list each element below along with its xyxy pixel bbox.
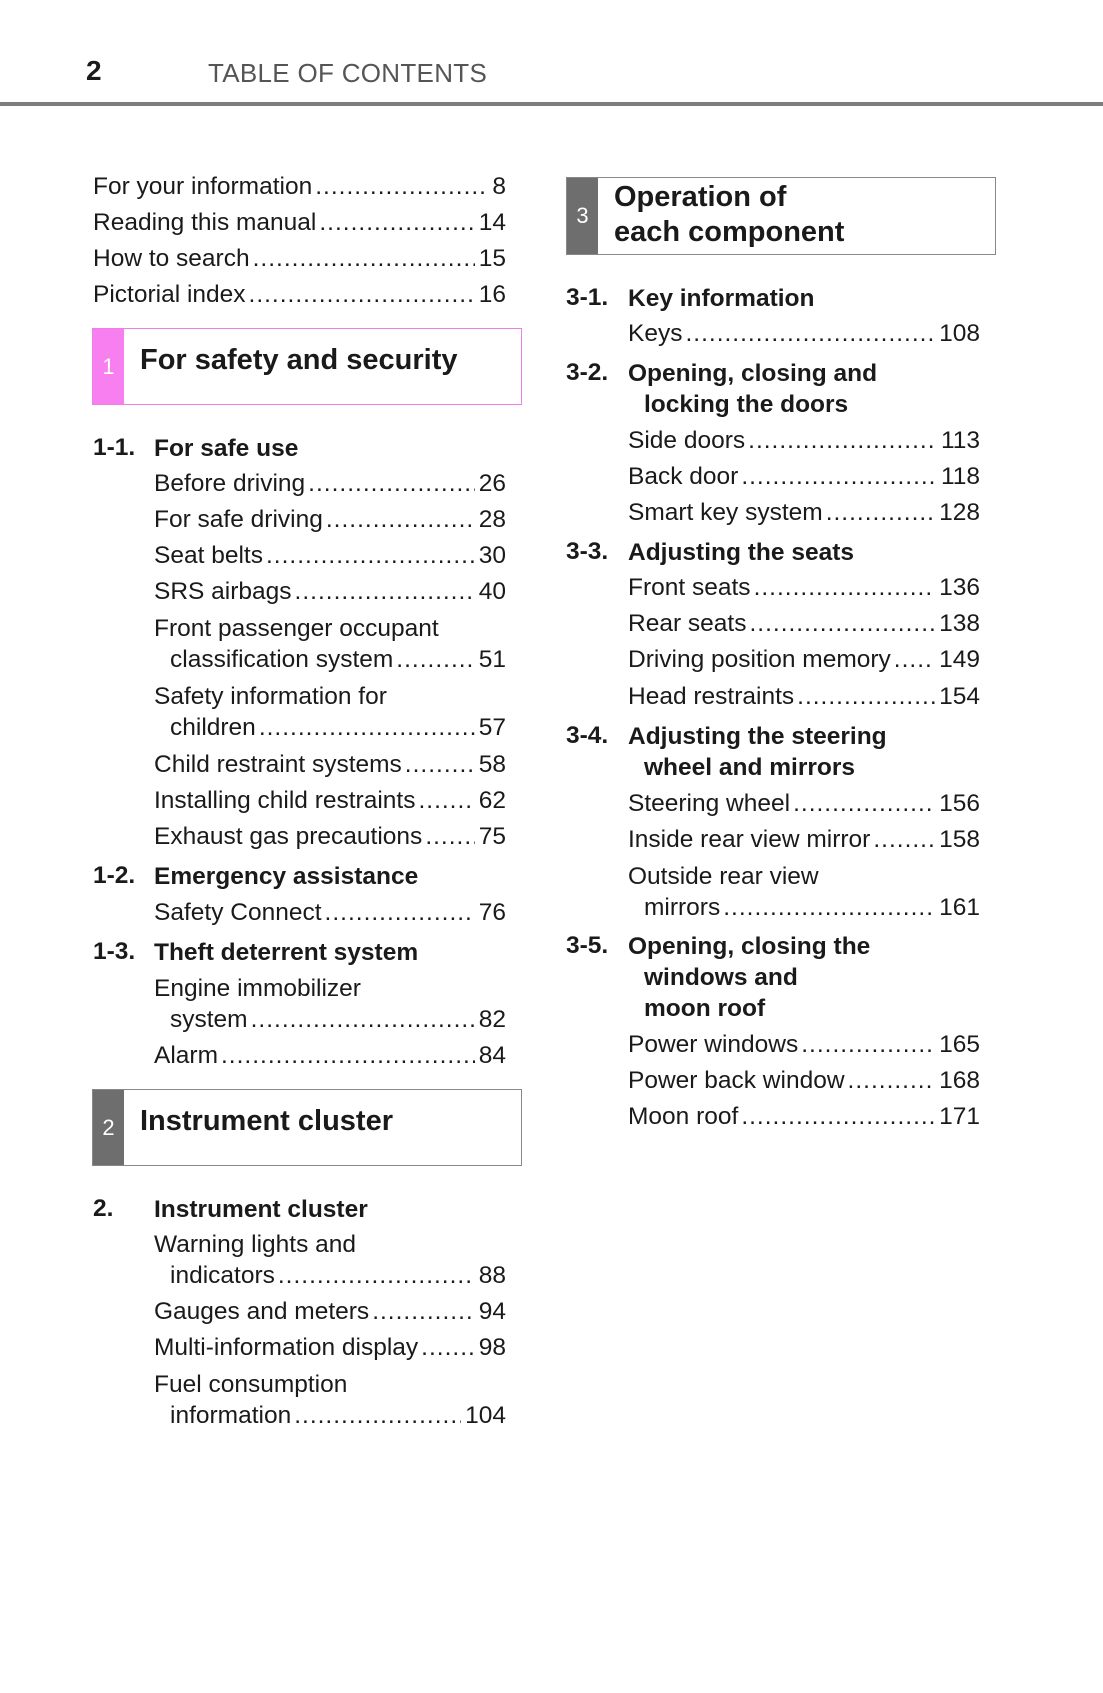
chapter-title: For safety and security [140, 344, 458, 376]
dot-leader [826, 497, 935, 529]
entry-page: 171 [939, 1103, 980, 1130]
entry-title: How to search [93, 245, 250, 272]
entry-page: 128 [939, 499, 980, 526]
section-title[interactable]: For safe use [154, 435, 299, 462]
entry-title: children [170, 714, 256, 741]
entry-page: 40 [478, 578, 506, 605]
toc-entry[interactable] [154, 468, 506, 500]
entry-title: classification system [170, 646, 394, 673]
entry-page: 84 [478, 1042, 506, 1069]
entry-title: indicators [170, 1262, 275, 1289]
entry-page: 98 [478, 1334, 506, 1361]
entry-page: 15 [478, 245, 506, 272]
entry-title: information [170, 1402, 292, 1429]
entry-page: 154 [939, 683, 980, 710]
section-title-line2[interactable]: locking the doors [644, 391, 849, 418]
dot-leader [754, 572, 936, 604]
dot-leader [797, 681, 935, 713]
entry-page: 8 [492, 173, 506, 200]
section-number: 1-2. [93, 862, 136, 889]
toc-entry[interactable] [154, 1040, 506, 1072]
dot-leader [326, 504, 475, 536]
entry-page: 76 [478, 899, 506, 926]
dot-leader [793, 788, 935, 820]
dot-leader [425, 821, 474, 853]
chapter-title-line1: Operation of [614, 181, 787, 213]
chapter-1-heading[interactable] [92, 328, 522, 405]
entry-title: Inside rear view mirror [628, 826, 871, 853]
section-title[interactable]: Theft deterrent system [154, 939, 419, 966]
chapter-3-heading[interactable] [566, 177, 996, 255]
entry-page: 14 [478, 209, 506, 236]
toc-entry[interactable] [154, 504, 506, 536]
entry-title: Smart key system [628, 499, 823, 526]
entry-title: For safe driving [154, 506, 323, 533]
entry-title: Side doors [628, 427, 746, 454]
dot-leader [396, 644, 474, 676]
dot-leader [405, 749, 475, 781]
section-number: 3-1. [566, 284, 609, 311]
entry-page: 28 [478, 506, 506, 533]
dot-leader [278, 1260, 475, 1292]
dot-leader [848, 1065, 936, 1097]
entry-title: Front seats [628, 574, 751, 601]
dot-leader [308, 468, 475, 500]
toc-entry[interactable] [154, 785, 506, 817]
toc-entry[interactable] [154, 576, 506, 608]
toc-entry[interactable] [628, 644, 980, 676]
section-number: 2. [93, 1195, 114, 1222]
toc-entry[interactable] [628, 824, 980, 856]
page-header [0, 0, 1103, 108]
section-number: 3-3. [566, 538, 609, 565]
section-title-line2[interactable]: windows and [644, 964, 798, 991]
dot-leader [295, 576, 475, 608]
section-title-line1[interactable]: Adjusting the steering [628, 723, 887, 750]
entry-title-line1[interactable]: Outside rear view [628, 863, 819, 890]
dot-leader [221, 1040, 475, 1072]
dot-leader [723, 892, 935, 924]
toc-entry[interactable] [628, 681, 980, 713]
toc-entry[interactable] [154, 1332, 506, 1364]
dot-leader [894, 644, 935, 676]
entry-title: Multi-information display [154, 1334, 419, 1361]
dot-leader [801, 1029, 935, 1061]
entry-title: For your information [93, 173, 313, 200]
entry-page: 88 [478, 1262, 506, 1289]
entry-page: 51 [478, 646, 506, 673]
page-number: 2 [86, 55, 102, 86]
header-rule [0, 102, 1103, 106]
toc-entry[interactable] [154, 540, 506, 572]
section-title-line1[interactable]: Opening, closing the [628, 933, 871, 960]
section-title-line2[interactable]: wheel and mirrors [644, 754, 856, 781]
entry-title: Power windows [628, 1031, 799, 1058]
toc-entry[interactable] [628, 788, 980, 820]
entry-page: 136 [939, 574, 980, 601]
entry-title: Child restraint systems [154, 751, 402, 778]
entry-title: Steering wheel [628, 790, 791, 817]
entry-page: 94 [478, 1298, 506, 1325]
entry-title: Gauges and meters [154, 1298, 370, 1325]
entry-page: 113 [940, 427, 980, 454]
toc-entry[interactable] [170, 1400, 506, 1432]
toc-entry[interactable] [170, 1004, 506, 1036]
entry-title: system [170, 1006, 248, 1033]
entry-title: Before driving [154, 470, 306, 497]
chapter-number-tab: 3 [567, 178, 598, 254]
entry-page: 58 [478, 751, 506, 778]
toc-entry[interactable] [628, 461, 980, 493]
toc-entry[interactable] [628, 318, 980, 350]
toc-entry[interactable] [170, 712, 506, 744]
toc-entry[interactable] [644, 892, 980, 924]
header-title: TABLE OF CONTENTS [208, 58, 488, 88]
section-title-line1[interactable]: Opening, closing and [628, 360, 878, 387]
entry-title: Moon roof [628, 1103, 739, 1130]
entry-title: Back door [628, 463, 739, 490]
entry-page: 118 [940, 463, 980, 490]
chapter-number-tab: 1 [93, 329, 124, 404]
toc-entry[interactable] [154, 897, 506, 929]
entry-title: Keys [628, 320, 683, 347]
toc-entry[interactable] [93, 207, 506, 239]
dot-leader [325, 897, 475, 929]
entry-page: 161 [939, 894, 980, 921]
chapter-title-line2: each component [614, 216, 845, 248]
toc-entry[interactable] [628, 1101, 980, 1133]
section-number: 1-1. [93, 434, 136, 461]
entry-title: Reading this manual [93, 209, 317, 236]
entry-page: 82 [478, 1006, 506, 1033]
toc-entry[interactable] [154, 749, 506, 781]
section-title[interactable]: Adjusting the seats [628, 539, 854, 566]
entry-title: Power back window [628, 1067, 845, 1094]
dot-leader [873, 824, 935, 856]
dot-leader [249, 279, 475, 311]
entry-title: Pictorial index [93, 281, 246, 308]
toc-entry[interactable] [170, 1260, 506, 1292]
dot-leader [294, 1400, 461, 1432]
toc-entry[interactable] [93, 171, 506, 203]
toc-entry[interactable] [628, 497, 980, 529]
entry-title: Alarm [154, 1042, 218, 1069]
entry-title: Head restraints [628, 683, 795, 710]
entry-title: Rear seats [628, 610, 747, 637]
entry-title: Safety Connect [154, 899, 322, 926]
entry-title: Exhaust gas precautions [154, 823, 423, 850]
entry-title: Seat belts [154, 542, 263, 569]
entry-page: 149 [939, 646, 980, 673]
entry-page: 26 [478, 470, 506, 497]
entry-page: 158 [939, 826, 980, 853]
entry-title: Driving position memory [628, 646, 891, 673]
toc-entry[interactable] [628, 425, 980, 457]
dot-leader [315, 171, 488, 203]
toc-entry[interactable] [93, 279, 506, 311]
section-title[interactable]: Key information [628, 285, 815, 312]
entry-page: 104 [465, 1402, 506, 1429]
dot-leader [741, 1101, 935, 1133]
entry-title-line1[interactable]: Front passenger occupant [154, 615, 439, 642]
toc-entry[interactable] [154, 821, 506, 853]
entry-page: 165 [939, 1031, 980, 1058]
toc-entry[interactable] [628, 608, 980, 640]
chapter-title: Instrument cluster [140, 1105, 393, 1137]
section-number: 1-3. [93, 938, 136, 965]
section-number: 3-2. [566, 359, 609, 386]
entry-page: 138 [939, 610, 980, 637]
toc-entry[interactable] [628, 1029, 980, 1061]
section-number: 3-4. [566, 722, 609, 749]
dot-leader [259, 712, 475, 744]
entry-page: 62 [478, 787, 506, 814]
dot-leader [749, 608, 935, 640]
entry-title-line1[interactable]: Engine immobilizer [154, 975, 361, 1002]
dot-leader [421, 1332, 475, 1364]
toc-entry[interactable] [170, 644, 506, 676]
dot-leader [253, 243, 475, 275]
chapter-number-tab: 2 [93, 1090, 124, 1165]
dot-leader [741, 461, 937, 493]
dot-leader [266, 540, 475, 572]
toc-entry[interactable] [628, 1065, 980, 1097]
section-title-line3[interactable]: moon roof [644, 995, 766, 1022]
section-title[interactable]: Emergency assistance [154, 863, 419, 890]
dot-leader [748, 425, 937, 457]
toc-entry[interactable] [628, 572, 980, 604]
entry-page: 57 [478, 714, 506, 741]
section-number: 3-5. [566, 932, 609, 959]
entry-page: 168 [939, 1067, 980, 1094]
entry-page: 75 [478, 823, 506, 850]
toc-entry[interactable] [93, 243, 506, 275]
entry-title-line1[interactable]: Safety information for [154, 683, 387, 710]
dot-leader [685, 318, 935, 350]
entry-page: 30 [478, 542, 506, 569]
entry-title-line1[interactable]: Fuel consumption [154, 1371, 348, 1398]
entry-title: SRS airbags [154, 578, 292, 605]
dot-leader [251, 1004, 475, 1036]
entry-title: mirrors [644, 894, 721, 921]
entry-page: 16 [478, 281, 506, 308]
section-title[interactable]: Instrument cluster [154, 1196, 368, 1223]
entry-page: 108 [939, 320, 980, 347]
entry-page: 156 [939, 790, 980, 817]
toc-entry[interactable] [154, 1296, 506, 1328]
dot-leader [319, 207, 474, 239]
dot-leader [418, 785, 474, 817]
chapter-2-heading[interactable] [92, 1089, 522, 1166]
dot-leader [372, 1296, 475, 1328]
entry-title: Installing child restraints [154, 787, 416, 814]
entry-title-line1[interactable]: Warning lights and [154, 1231, 357, 1258]
